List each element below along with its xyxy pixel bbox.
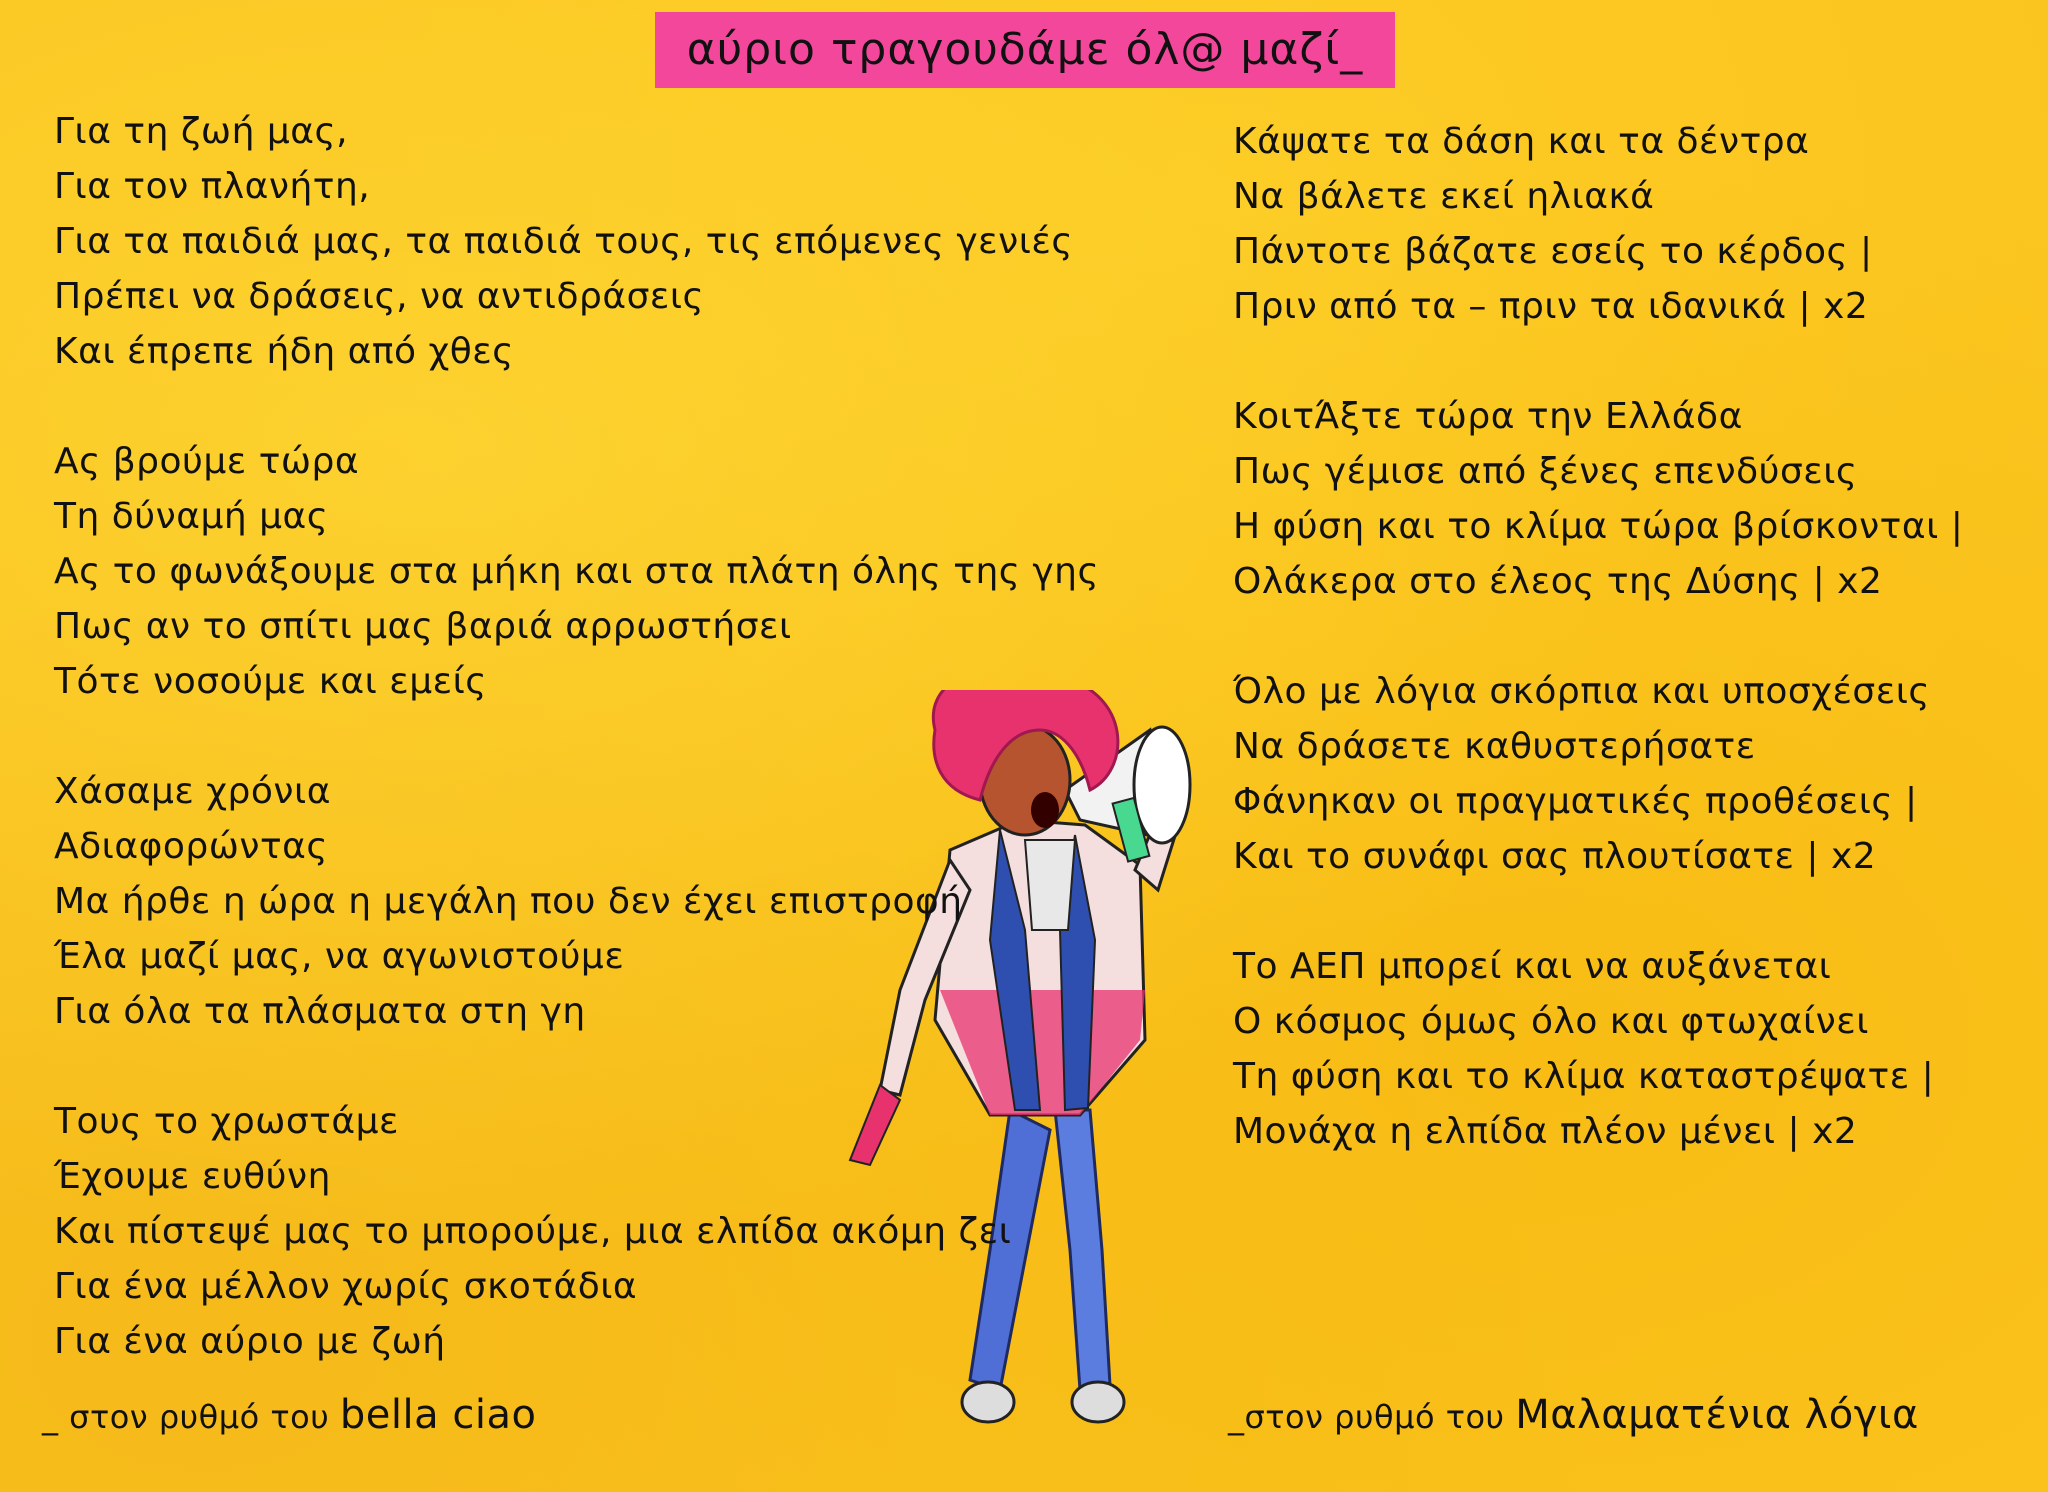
page-title: αύριο τραγουδάμε όλ@ μαζί_: [655, 12, 1395, 88]
left-lyrics-column: [54, 104, 1099, 1369]
lyric-line: Ας το φωνάξουμε στα μήκη και στα πλάτη όλης της γης: [54, 551, 1100, 592]
lyric-line: Το ΑΕΠ μπορεί και να αυξάνεται: [1233, 946, 1832, 987]
lyric-line: Χάσαμε χρόνια: [54, 771, 331, 812]
right-lyrics-column: [1233, 114, 1963, 1159]
credit-prefix: _ στον ρυθμό του: [42, 1398, 340, 1436]
stanza-1: [54, 104, 1099, 379]
lyric-line: Μονάχα η ελπίδα πλέον μένει | x2: [1233, 1111, 1858, 1152]
stanza-2: [1233, 389, 1963, 609]
lyric-line: Να βάλετε εκεί ηλιακά: [1233, 176, 1655, 217]
lyric-line: Έχουμε ευθύνη: [54, 1156, 331, 1197]
lyric-line: Ο κόσμος όμως όλο και φτωχαίνει: [1233, 1001, 1869, 1042]
left-melody-credit: [42, 1392, 536, 1438]
lyric-line: Ολάκερα στο έλεος της Δύσης | x2: [1233, 561, 1883, 602]
lyric-line: Να δράσετε καθυστερήσατε: [1233, 726, 1756, 767]
lyric-line: Και το συνάφι σας πλουτίσατε | x2: [1233, 836, 1877, 877]
lyric-line: Η φύση και το κλίμα τώρα βρίσκονται |: [1233, 506, 1964, 547]
lyric-line: Πριν από τα – πριν τα ιδανικά | x2: [1233, 286, 1869, 327]
lyric-line: Έλα μαζί μας, να αγωνιστούμε: [54, 936, 625, 977]
lyric-line: Πάντοτε βάζατε εσείς το κέρδος |: [1233, 231, 1873, 272]
lyric-line: Για όλα τα πλάσματα στη γη: [54, 991, 586, 1032]
lyric-line: Τότε νοσούμε και εμείς: [54, 661, 487, 702]
lyric-line: ΚοιτΆξτε τώρα την Ελλάδα: [1233, 396, 1743, 437]
right-melody-credit: [1228, 1392, 1919, 1438]
lyric-line: Τους το χρωστάμε: [54, 1101, 399, 1142]
credit-prefix: _στον ρυθμό του: [1228, 1398, 1516, 1436]
stanza-2: [54, 434, 1099, 709]
lyric-line: Για τα παιδιά μας, τα παιδιά τους, τις επόμενες γενιές: [54, 221, 1073, 262]
lyric-line: Για ένα αύριο με ζωή: [54, 1321, 446, 1362]
left-shoe: [962, 1382, 1014, 1422]
lyric-line: Για τη ζωή μας,: [54, 111, 349, 152]
lyric-line: Πως αν το σπίτι μας βαριά αρρωστήσει: [54, 606, 792, 647]
lyric-line: Όλο με λόγια σκόρπια και υποσχέσεις: [1233, 671, 1931, 712]
lyric-line: Κάψατε τα δάση και τα δέντρα: [1233, 121, 1810, 162]
lyric-line: Και έπρεπε ήδη από χθες: [54, 331, 514, 372]
lyric-line: Και πίστεψέ μας το μπορούμε, μια ελπίδα ακόμη ζει: [54, 1211, 1012, 1252]
stanza-3: [1233, 664, 1963, 884]
stanza-1: [1233, 114, 1963, 334]
lyric-line: Ας βρούμε τώρα: [54, 441, 360, 482]
lyric-line: Πως γέμισε από ξένες επενδύσεις: [1233, 451, 1858, 492]
credit-song-name: Μαλαματένια λόγια: [1515, 1392, 1919, 1438]
lyric-line: Για ένα μέλλον χωρίς σκοτάδια: [54, 1266, 638, 1307]
stanza-3: [54, 764, 1099, 1039]
credit-song-name: bella ciao: [339, 1392, 537, 1438]
stanza-4: [54, 1094, 1099, 1369]
lyric-line: Τη δύναμή μας: [54, 496, 329, 537]
lyric-line: Τη φύση και το κλίμα καταστρέψατε |: [1233, 1056, 1935, 1097]
lyric-line: Μα ήρθε η ώρα η μεγάλη που δεν έχει επιστροφή: [54, 881, 963, 922]
stanza-4: [1233, 939, 1963, 1159]
lyric-line: Αδιαφορώντας: [54, 826, 328, 867]
lyric-line: Για τον πλανήτη,: [54, 166, 371, 207]
right-shoe: [1072, 1382, 1124, 1422]
lyric-line: Πρέπει να δράσεις, να αντιδράσεις: [54, 276, 705, 317]
lyric-line: Φάνηκαν οι πραγματικές προθέσεις |: [1233, 781, 1918, 822]
